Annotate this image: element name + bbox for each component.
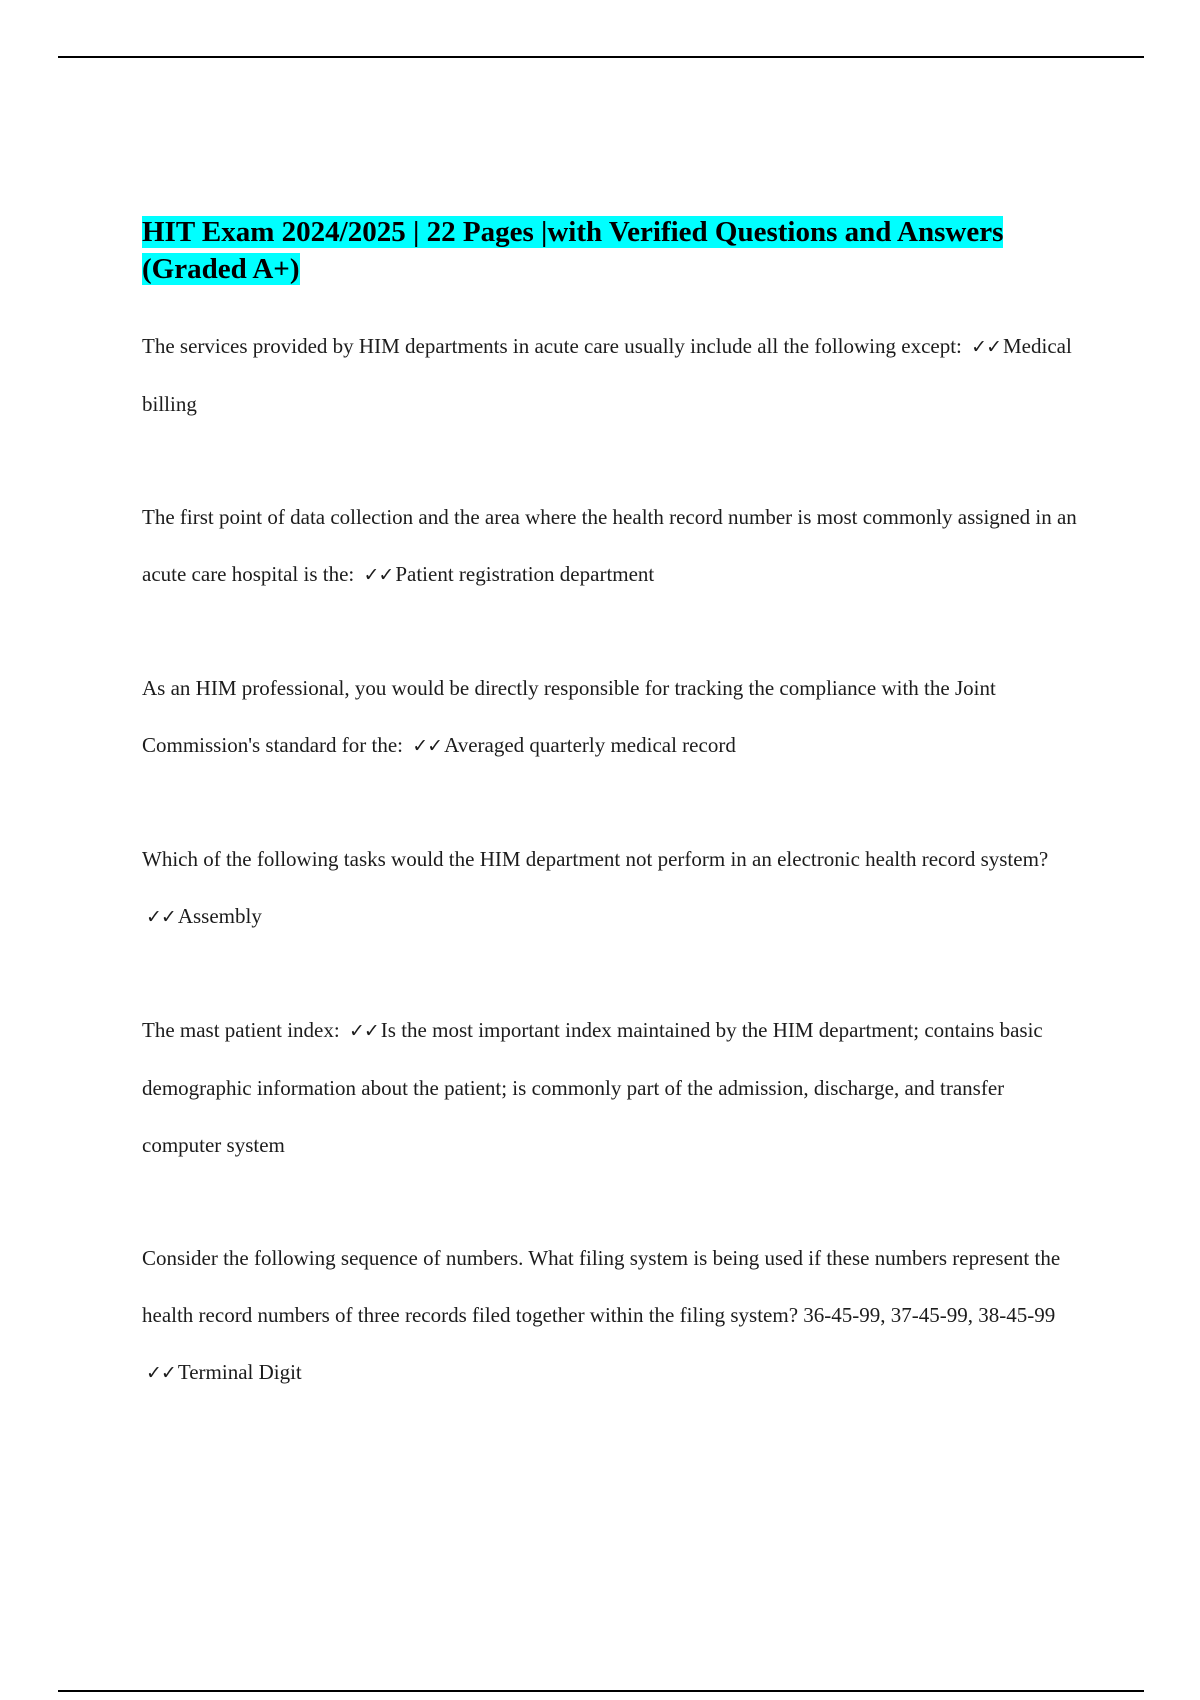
qa-item [142,1002,1082,1174]
qa-item [142,831,1082,946]
double-check-icon: ✓✓ [363,564,394,586]
bottom-rule [58,1690,1144,1692]
question-text: The first point of data collection and the area where the health record number is most commonly assigned in an acute care hospital is the: [142,505,1077,586]
double-check-icon: ✓✓ [146,1362,176,1384]
double-check-icon: ✓✓ [348,1020,379,1042]
question-text: The services provided by HIM departments in acute care usually include all the following except: [142,334,962,358]
answer-text: Assembly [177,904,262,928]
document-body [142,214,1082,1458]
question-text: As an HIM professional, you would be directly responsible for tracking the compliance with the Joint Commission's standard for the: [142,676,996,757]
double-check-icon: ✓✓ [412,735,443,757]
question-text: The mast patient index: [142,1018,340,1042]
qa-item [142,489,1082,604]
question-text: Which of the following tasks would the HIM department not perform in an electronic health record system? [142,847,1049,871]
qa-item [142,318,1082,433]
qa-list [142,318,1082,1402]
question-text: Consider the following sequence of numbers. What filing system is being used if these numbers represent the health record numbers of three records filed together within the filing system? 36-45-99, 37-45-99, 38-45-99 [142,1246,1061,1327]
answer-text: Averaged quarterly medical record [444,733,736,757]
double-check-icon: ✓✓ [971,336,1001,358]
double-check-icon: ✓✓ [146,906,176,928]
qa-item [142,660,1082,775]
answer-text: Medical billing [142,334,1072,416]
qa-item [142,1230,1082,1402]
title-highlight: HIT Exam 2024/2025 | 22 Pages |with Verified Questions and Answers (Graded A+) [142,216,1004,285]
answer-text: Terminal Digit [177,1360,302,1384]
document-title [142,214,1082,288]
top-rule [58,56,1144,58]
answer-text: Patient registration department [395,562,655,586]
answer-text: Is the most important index maintained by the HIM department; contains basic demographic information about the patient; is commonly part of the admission, discharge, and transfer computer system [142,1018,1043,1157]
